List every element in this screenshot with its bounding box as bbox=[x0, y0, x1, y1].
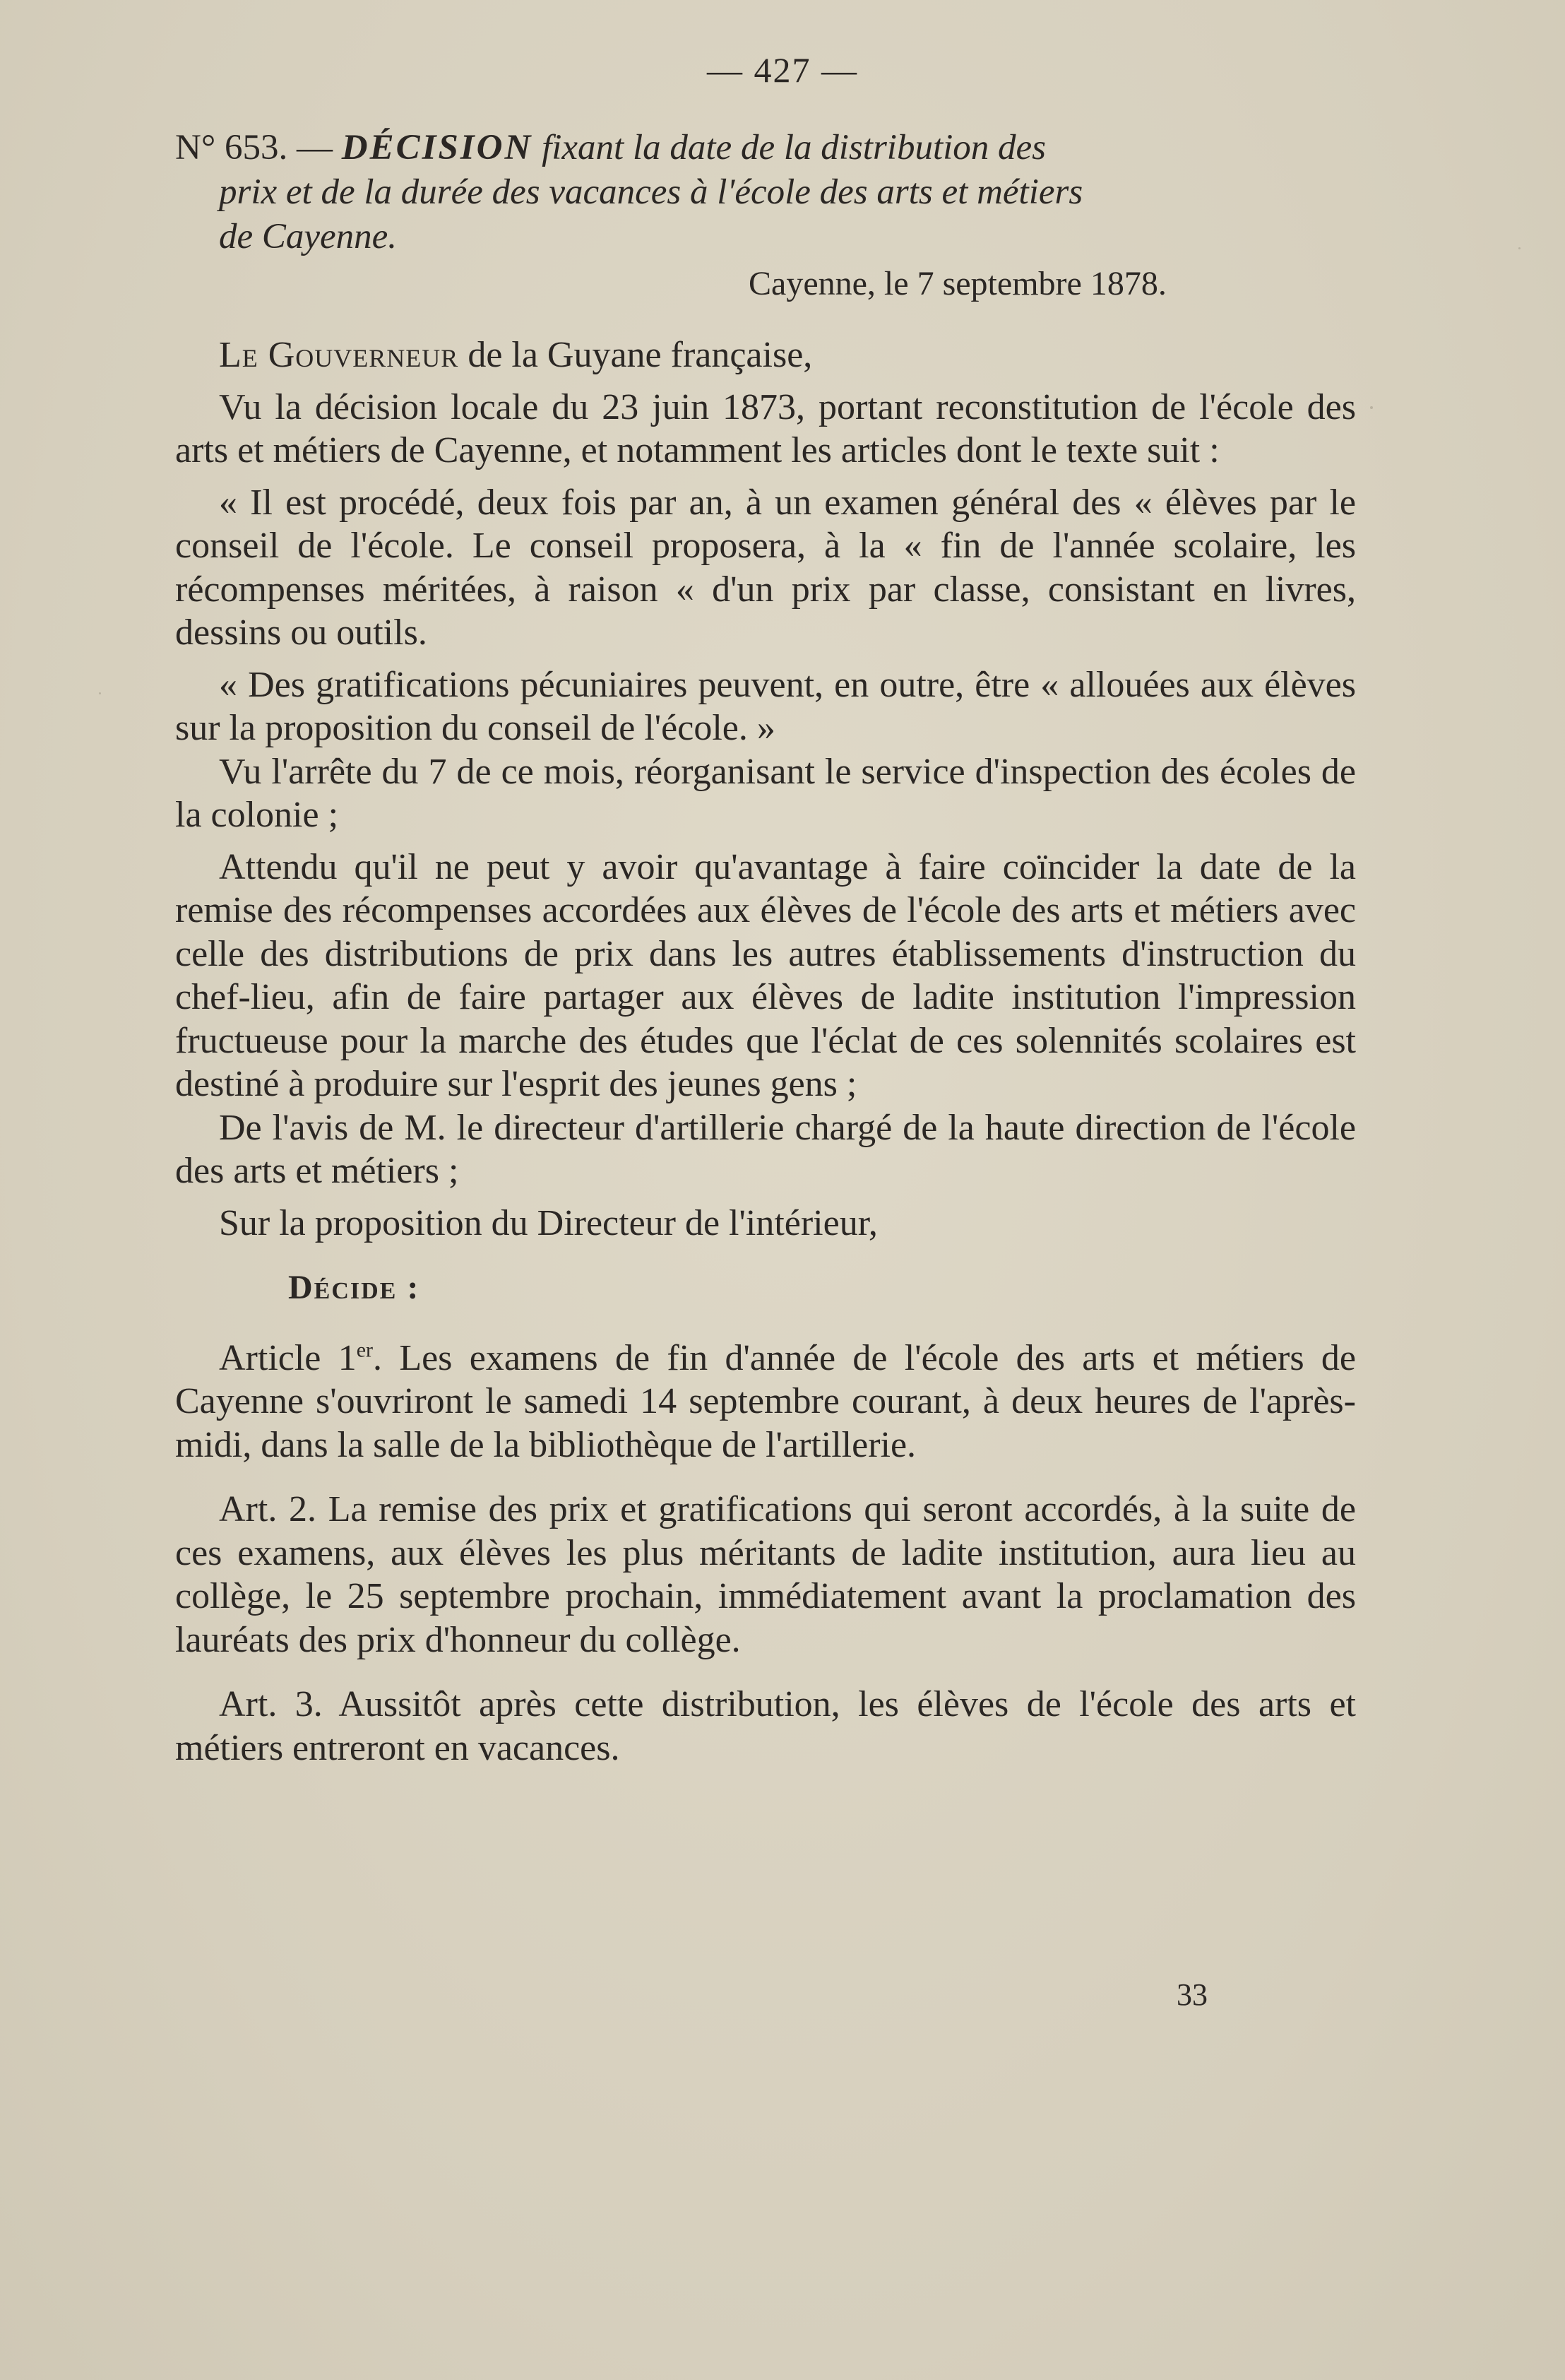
vu-paragraph-1: Vu la décision locale du 23 juin 1873, portant reconstitution de l'école des arts et métiers de Cayenne, et notamment les articles dont le texte suit : bbox=[175, 386, 1356, 470]
decision-number: N° 653. — bbox=[175, 128, 333, 167]
article-3: Art. 3. Aussitôt après cette distribution, les élèves de l'école des arts et métiers entreront en vacances. bbox=[175, 1684, 1356, 1768]
avis-paragraph: De l'avis de M. le directeur d'artillerie chargé de la haute direction de l'école des arts et métiers ; bbox=[175, 1107, 1356, 1191]
quote-paragraph-1: « Il est procédé, deux fois par an, à un examen général des « élèves par le conseil de l'école. Le conseil proposera, à la « fin de l'année scolaire, les récompenses méritées, à raison « d'un prix par classe, consistant en livres, dessins ou outils. bbox=[175, 482, 1356, 653]
article-1-sup: er bbox=[356, 1338, 374, 1362]
attendu-paragraph: Attendu qu'il ne peut y avoir qu'avantage à faire coïncider la date de la remise des récompenses accordées aux élèves de l'école des arts et métiers avec celle des distributions de prix dans les autres établissements d'instruction du chef-lieu, afin de faire partager aux élèves de ladite institution l'impression fructueuse pour la marche des études que l'éclat de ces solennités scolaires est destiné à produire sur l'esprit des jeunes gens ; bbox=[175, 846, 1356, 1104]
vu-paragraph-2: Vu l'arrête du 7 de ce mois, réorganisant le service d'inspection des écoles de la colonie ; bbox=[175, 751, 1356, 835]
signature-mark: 33 bbox=[1177, 1977, 1208, 2012]
proposition-paragraph: Sur la proposition du Directeur de l'intérieur, bbox=[219, 1202, 878, 1243]
title-line-1: fixant la date de la distribution des bbox=[542, 128, 1047, 167]
decide-heading: Décide : bbox=[288, 1269, 420, 1306]
place-date: Cayenne, le 7 septembre 1878. bbox=[749, 265, 1167, 302]
paper-speck bbox=[1518, 247, 1521, 249]
page-number: — 427 — bbox=[707, 50, 858, 90]
title-line-2: prix et de la durée des vacances à l'école des arts et métiers bbox=[219, 172, 1083, 212]
article-1 bbox=[175, 1337, 1356, 1467]
governor-line bbox=[175, 333, 1356, 377]
article-2: Art. 2. La remise des prix et gratifications qui seront accordés, à la suite de ces examens, aux élèves les plus méritants de ladite institution, aura lieu au collège, le 25 septembre prochain, immédiatement avant la proclamation des lauréats des prix d'honneur du collège. bbox=[175, 1489, 1356, 1660]
article-1-text: . Les examens de fin d'année de l'école des arts et métiers de Cayenne s'ouvriront le samedi 14 septembre courant, à deux heures de l'après-midi, dans la salle de la bibliothèque de l'artillerie. bbox=[175, 1337, 1356, 1465]
article-1-label: Article 1 bbox=[219, 1337, 357, 1378]
quote-paragraph-2: « Des gratifications pécuniaires peuvent, en outre, être « allouées aux élèves sur la proposition du conseil de l'école. » bbox=[175, 664, 1356, 748]
decision-word: DÉCISION bbox=[341, 128, 533, 167]
title-line-3: de Cayenne. bbox=[219, 217, 398, 256]
governor-rest: de la Guyane française, bbox=[468, 335, 813, 375]
paper-speck bbox=[1370, 406, 1373, 409]
paper-speck bbox=[99, 692, 101, 694]
decision-title bbox=[175, 126, 1356, 259]
governor-title: Le Gouverneur bbox=[219, 335, 459, 375]
decision-body bbox=[175, 333, 1356, 1770]
